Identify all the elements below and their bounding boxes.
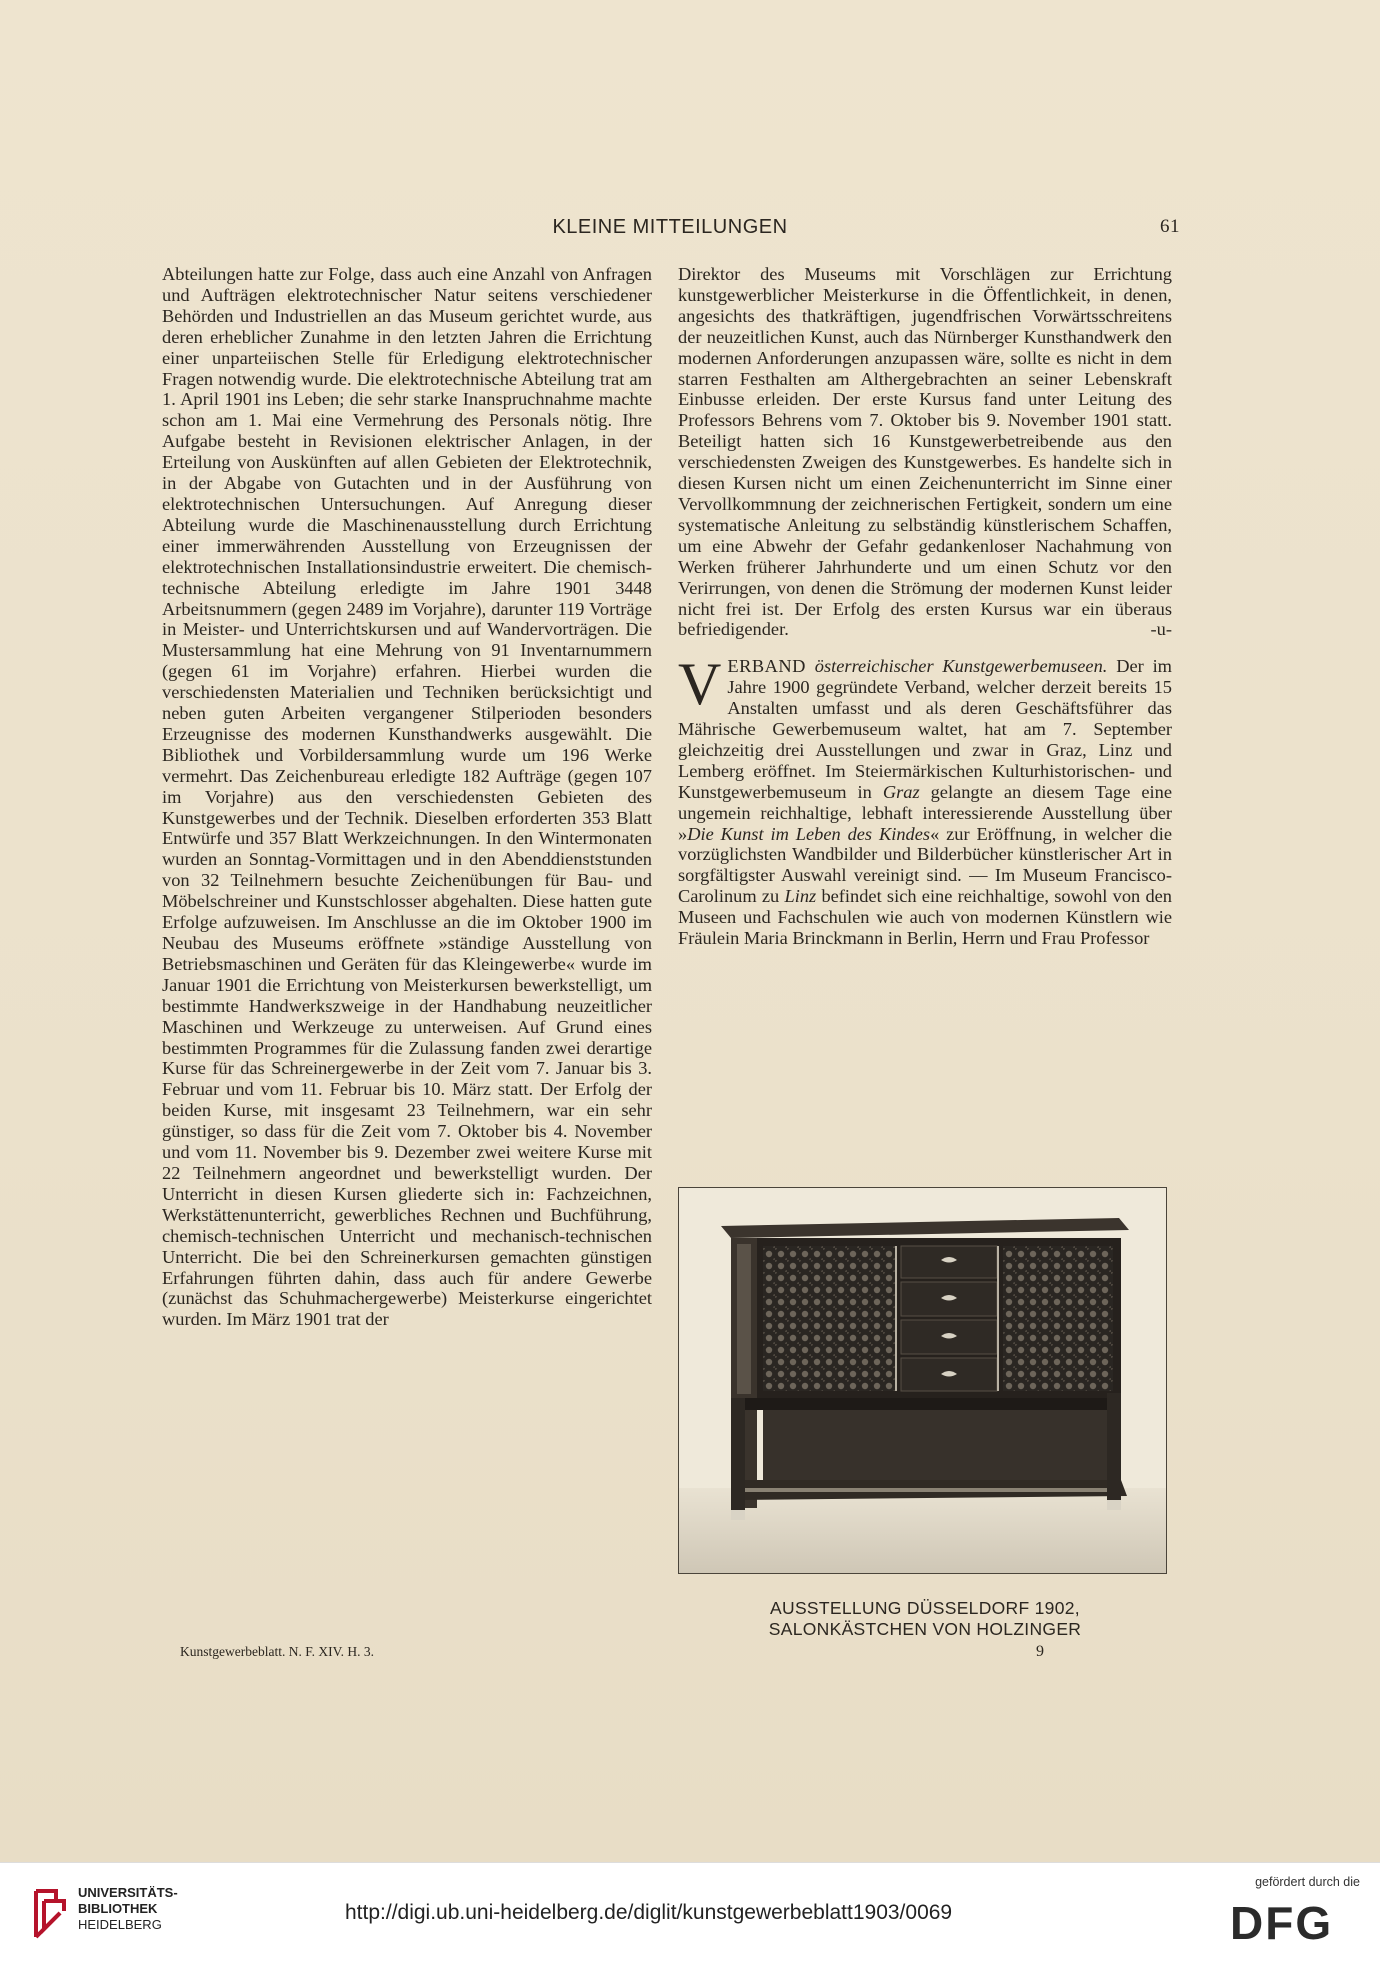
library-line-3: HEIDELBERG — [78, 1917, 162, 1932]
viewer-footer-bar — [0, 1862, 1380, 1966]
left-column — [162, 264, 652, 1330]
caption-line-2: SALONKÄSTCHEN VON HOLZINGER — [768, 1619, 1082, 1639]
section-verband — [678, 651, 1173, 949]
section-lead: ERBAND — [727, 656, 806, 677]
dfg-logo-icon[interactable] — [1230, 1899, 1360, 1945]
section-text-d: befindet sich eine reichhaltige, sowohl von den Museen und Fachschulen wie auch von modernen Künstlern wie Fräulein Maria Brinckmann in Berlin, Herrn und Frau Professor — [678, 886, 1172, 949]
running-head — [160, 216, 1180, 246]
right-column — [678, 264, 1172, 949]
cabinet-photograph — [678, 1187, 1167, 1574]
library-line-2: BIBLIOTHEK — [78, 1901, 158, 1916]
page-title: KLEINE MITTEILUNGEN — [552, 216, 788, 238]
ub-heidelberg-logo-icon[interactable] — [30, 1883, 70, 1943]
place-graz: Graz — [882, 781, 920, 802]
funded-by-label: gefördert durch die — [1255, 1875, 1360, 1889]
section-text-b: gelangte an diesem Tage eine ungemein reichhaltige, lebhaft interessierende Ausstellung über » — [678, 781, 1172, 844]
author-signature: -u- — [1150, 619, 1172, 640]
section-text-a: Der im Jahre 1900 gegründete Verband, welcher derzeit bereits 15 Anstalten umfasst und als deren Geschäftsführer das Mährische Gewerbemuseum waltet, hat am 7. September gleichzeitig drei Ausstellungen und zwar in Graz, Linz und Lemberg eröffnet. Im Steiermärkischen Kulturhistorischen- und Kunstgewerbemuseum in — [678, 656, 1172, 802]
section-text-c: « zur Eröffnung, in welcher die vorzüglichsten Wandbilder und Bilderbücher künstlerischer Art in sorgfältigster Auswahl vereinigt sind. — Im Museum Francisco-Carolinum zu — [678, 823, 1173, 907]
dfg-logo-text: DFG — [1230, 1899, 1334, 1945]
right-paragraph-1: Direktor des Museums mit Vorschlägen zur Errichtung kunstgewerblicher Meisterkurse in die Öffentlichkeit, in denen, angesichts des thatkräftigen, jugendfrischen Vorwärtsschreitens der neuzeitlichen Kunst, auch das Nürnberger Kunsthandwerk den modernen Anforderungen anzupassen wäre, sollte es nicht in dem starren Festhalten am Althergebrachten an seiner Lebenskraft Einbusse erleiden. Der erste Kursus fand unter Leitung des Professors Behrens vom 7. Oktober bis 9. November 1901 statt. Beteiligt hatten sich 16 Kunstgewerbetreibende aus den verschiedensten Zweigen des Kunstgewerbes. Es handelte sich in diesen Kursen nicht um einen Zeichenunterricht im Sinne einer Vervollkommnung der zeichnerischen Fertigkeit, sondern um eine systematische Anleitung zu selbständig künstlerischem Schaffen, um eine Abwehr der Gefahr gedankenloser Nachahmung von Werken früherer Jahrhunderte und um einen Schutz vor den Verirrungen, von denen die Strömung der modernen Kunst leider nicht frei ist. Der Erfolg des ersten Kursus war ein überaus befriedigender. — [678, 264, 1172, 640]
cabinet-illustration — [679, 1188, 1166, 1573]
left-column-text: Abteilungen hatte zur Folge, dass auch eine Anzahl von Anfragen und Aufträgen elektrotechnischer Natur seitens verschiedener Behörden und Industriellen an das Museum gerichtet wurde, aus deren erheblicher Zunahme in den letzten Jahren die Errichtung einer unparteiischen Stelle für Erledigung elektrotechnischer Fragen notwendig wurde. Die elektrotechnische Abteilung trat am 1. April 1901 ins Leben; die sehr starke Inanspruchnahme machte schon am 1. Mai eine Vermehrung des Personals nötig. Ihre Aufgabe besteht in Revisionen elektrischer Anlagen, in der Erteilung von Auskünften auf allen Gebieten der Elektrotechnik, in der Abgabe von Gutachten und in der Ausführung von elektrotechnischen Untersuchungen. Auf Anregung dieser Abteilung wurde die Maschinenausstellung durch Errichtung einer immerwährenden Ausstellung von Erzeugnissen der elektrotechnischen Installationsindustrie erweitert. Die chemisch-technische Abteilung erledigte im Jahre 1901 3448 Arbeitsnummern (gegen 2489 im Vorjahre), darunter 119 Vorträge in Meister- und Unterrichtskursen und auf Wandervorträgen. Die Mustersammlung hat eine Mehrung von 91 Inventarnummern (gegen 61 im Vorjahre) erfahren. Hierbei wurden die verschiedensten Materialien und Techniken berücksichtigt und neben guten Arbeiten vergangener Stilperioden besonders Erzeugnisse des modernen Kunsthandwerks ausgewählt. Die Bibliothek und Vorbildersammlung wurde um 196 Werke vermehrt. Das Zeichenbureau erledigte 182 Aufträge (gegen 107 im Vorjahre) aus den verschiedensten Gebieten des Kunstgewerbes und der Technik. Dieselben erforderten 353 Blatt Entwürfe und 357 Blatt Werkzeichnungen. In den Wintermonaten wurden an Sonntag-Vormittagen und in den Abenddienststunden von 32 Teilnehmern besuchte Zeichenübungen für Bau- und Möbelschreiner und Kunstschlosser abgehalten. Diese hatten gute Erfolge aufzuweisen. Im Anschlusse an die im Oktober 1900 im Neubau des Museums eröffnete »ständige Ausstellung von Betriebsmaschinen und Geräten für das Kleingewerbe« wurde im Januar 1901 die Errichtung von Meisterkursen bewerkstelligt, um bestimmte Handwerkszweige in der Handhabung neuzeitlicher Maschinen und Werkzeuge zu unterweisen. Auf Grund eines bestimmten Programmes für die Zulassung fanden zwei derartige Kurse für das Schreinergewerbe in der Zeit vom 7. Januar bis 3. Februar und vom 11. Februar bis 10. März statt. Der Erfolg der beiden Kurse, mit insgesamt 23 Teilnehmern, war ein sehr günstiger, so dass für die Zeit vom 7. Oktober bis 4. November und vom 11. November bis 9. Dezember zwei weitere Kurse mit 22 Teilnehmern angeordnet und bewerkstelligt wurden. Der Unterricht in diesen Kursen gliederte sich in: Fachzeichnen, Werkstättenunterricht, gewerbliches Rechnen und Buchführung, chemisch-technischen Unterricht und mechanisch-technischen Unterricht. Die bei den Schreinerkursen gemachten günstigen Erfahrungen führten dahin, dass auch für andere Gewerbe (zunächst das Schuhmachergewerbe) Meisterkurse eingerichtet wurden. Im März 1901 trat der — [162, 264, 652, 1330]
journal-footer: Kunstgewerbeblatt. N. F. XIV. H. 3. — [180, 1644, 375, 1659]
figure-caption — [678, 1598, 1172, 1640]
exhibit-title: Die Kunst im Leben des Kindes — [687, 823, 931, 844]
signature-mark: 9 — [1036, 1643, 1044, 1660]
place-linz: Linz — [784, 886, 817, 907]
drop-cap: V — [678, 651, 722, 718]
permalink-url[interactable]: http://digi.ub.uni-heidelberg.de/diglit/kunstgewerbeblatt1903/0069 — [345, 1901, 953, 1924]
right-column-text-1 — [678, 264, 1172, 640]
page-number: 61 — [1160, 216, 1180, 237]
caption-line-1: AUSSTELLUNG DÜSSELDORF 1902, — [770, 1598, 1080, 1618]
library-line-1: UNIVERSITÄTS- — [78, 1885, 178, 1900]
section-title: österreichischer Kunstgewerbemuseen. — [814, 656, 1108, 677]
library-name[interactable] — [78, 1885, 178, 1933]
